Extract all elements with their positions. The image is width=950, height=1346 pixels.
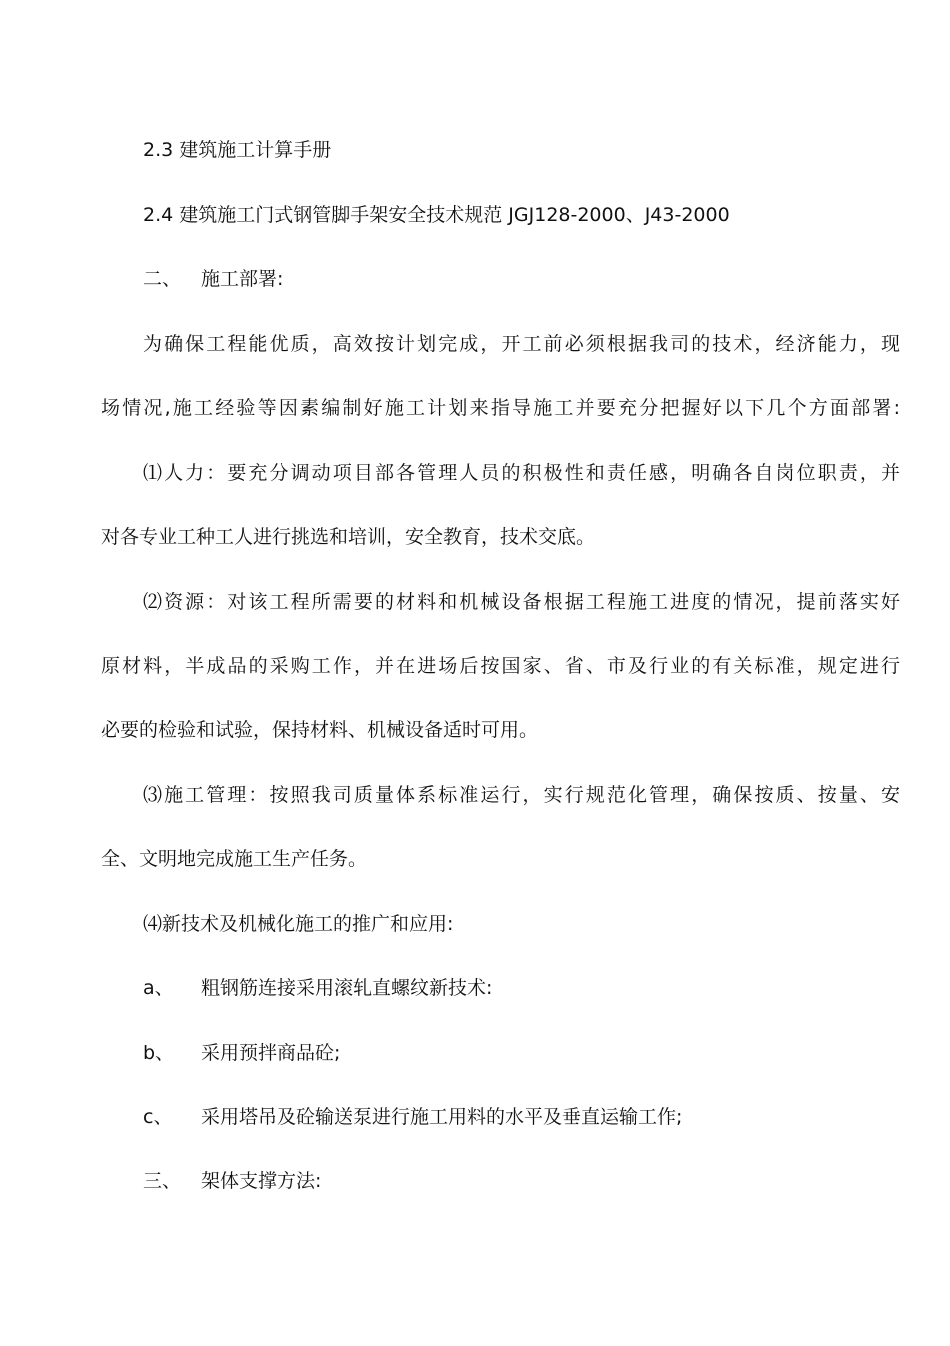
list-marker: b、 <box>143 1042 175 1064</box>
list-item <box>143 974 492 1002</box>
reference-2-4: 2.4 建筑施工门式钢管脚手架安全技术规范 JGJ128-2000、J43-2000 <box>143 204 730 226</box>
section-heading-3 <box>143 1167 321 1195</box>
section-heading-2 <box>143 265 283 293</box>
item-1-line-2: 对各专业工种工人进行挑选和培训，安全教育，技术交底。 <box>101 526 596 548</box>
section-title: 施工部署: <box>201 268 284 290</box>
list-marker: c、 <box>143 1106 173 1128</box>
item-4-line-1: ⑷新技术及机械化施工的推广和应用: <box>143 913 454 935</box>
list-text: 粗钢筋连接采用滚轧直螺纹新技术: <box>201 977 493 999</box>
reference-2-3: 2.3 建筑施工计算手册 <box>143 139 332 161</box>
list-text: 采用塔吊及砼输送泵进行施工用料的水平及垂直运输工作; <box>201 1106 683 1128</box>
item-3-line-2: 全、文明地完成施工生产任务。 <box>101 848 368 870</box>
list-text: 采用预拌商品砼; <box>201 1042 341 1064</box>
intro-line-1: 为确保工程能优质，高效按计划完成，开工前必须根据我司的技术，经济能力，现 <box>143 333 900 355</box>
item-2-line-2: 原材料，半成品的采购工作，并在进场后按国家、省、市及行业的有关标准，规定进行 <box>101 655 900 677</box>
intro-line-2: 场情况,施工经验等因素编制好施工计划来指导施工并要充分把握好以下几个方面部署: <box>101 397 900 419</box>
list-item <box>143 1103 682 1131</box>
item-3-line-1: ⑶施工管理：按照我司质量体系标准运行，实行规范化管理，确保按质、按量、安 <box>143 784 900 806</box>
list-item <box>143 1039 340 1067</box>
section-number: 三、 <box>143 1170 182 1192</box>
section-title: 架体支撑方法: <box>201 1170 322 1192</box>
list-marker: a、 <box>143 977 174 999</box>
section-number: 二、 <box>143 268 182 290</box>
item-1-line-1: ⑴人力：要充分调动项目部各管理人员的积极性和责任感，明确各自岗位职责，并 <box>143 462 900 484</box>
item-2-line-1: ⑵资源：对该工程所需要的材料和机械设备根据工程施工进度的情况，提前落实好 <box>143 591 900 613</box>
item-2-line-3: 必要的检验和试验，保持材料、机械设备适时可用。 <box>101 719 539 741</box>
